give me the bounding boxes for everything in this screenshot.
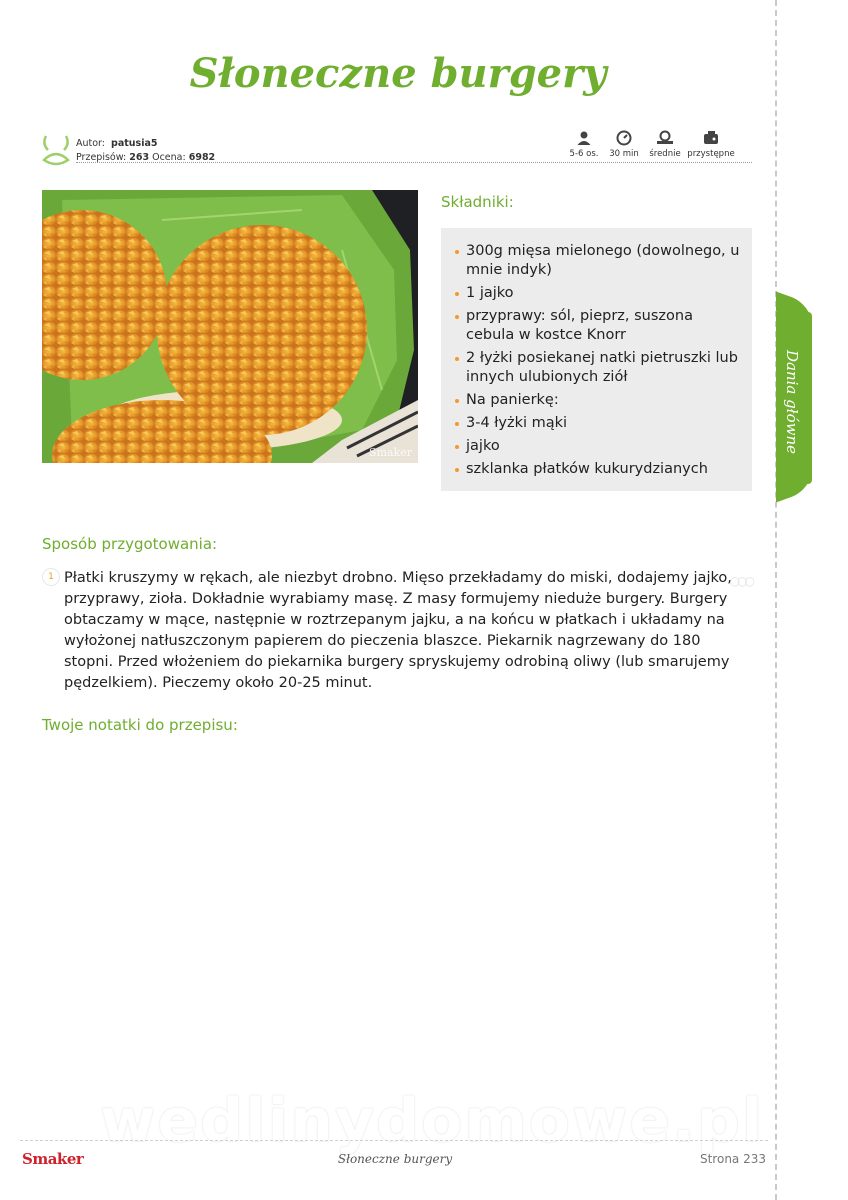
ingredients-heading: Składniki: (441, 193, 514, 211)
chef-hat-icon (656, 130, 674, 146)
author-name[interactable]: patusia5 (111, 138, 158, 149)
ingredient-item: Na panierkę: (455, 391, 740, 410)
step-divider-decoration: ○○○ (729, 574, 752, 588)
ingredient-item: jajko (455, 437, 740, 456)
smaker-logo: Smaker (22, 1150, 84, 1168)
recipe-title: Słoneczne burgery (189, 50, 607, 97)
person-icon (576, 130, 592, 146)
recipe-photo (42, 190, 418, 463)
meta-cost (681, 130, 741, 159)
step-text: Płatki kruszymy w rękach, ale niezbyt drobno. Mięso przekładamy do miski, dodajemy jajko, przyprawy, zioła. Dokładnie wyrabiamy masę. Z masy formujemy nieduże burgery. Burgery obtaczamy w mące, następnie w roztrzepanym jajku, a na końcu w płatkach i układamy na wyłożonej natłuszczonym papierem do pieczenia blaszce. Piekarnik nagrzewany do 180 stopni. Przed włożeniem do piekarnika burgery spryskujemy odrobiną oliwy (lub smarujemy pędzelkiem). Pieczemy około 20-25 minut. (64, 570, 732, 691)
photo-watermark: Smaker (369, 446, 412, 459)
footer-recipe-title: Słoneczne burgery (337, 1152, 453, 1166)
ingredient-item: przyprawy: sól, pieprz, suszona cebula w kostce Knorr (455, 307, 740, 345)
category-tab[interactable] (776, 312, 812, 484)
notes-heading: Twoje notatki do przepisu: (42, 716, 238, 734)
page-cut-line (775, 0, 777, 1200)
author-avatar-icon (40, 132, 72, 168)
category-tab-label: Dania główne (783, 350, 801, 455)
recipes-label: Przepisów: (76, 152, 127, 163)
ingredient-item: 2 łyżki posiekanej natki pietruszki lub innych ulubionych ziół (455, 349, 740, 387)
author-divider (76, 162, 752, 163)
recipes-count: 263 (129, 152, 150, 163)
step-number: 1 (42, 568, 60, 586)
page-number: Strona 233 (699, 1152, 766, 1166)
ingredients-box (441, 228, 752, 491)
ingredient-item: 1 jajko (455, 284, 740, 303)
ingredient-item: 3-4 łyżki mąki (455, 414, 740, 433)
author-label: Autor: (76, 138, 105, 149)
rating-label: Ocena: (152, 152, 186, 163)
site-watermark: wedlinydomowe.pl (100, 1086, 765, 1156)
wallet-icon (703, 130, 719, 146)
rating-value: 6982 (188, 152, 216, 163)
meta-cost-label: przystępne (687, 149, 735, 159)
meta-difficulty-label: średnie (649, 149, 681, 159)
preparation-heading: Sposób przygotowania: (42, 535, 218, 553)
clock-icon (616, 130, 632, 146)
ingredient-item: szklanka płatków kukurydzianych (455, 460, 740, 479)
footer-divider (20, 1140, 768, 1141)
meta-time-label: 30 min (609, 149, 639, 159)
author-info (76, 137, 215, 165)
meta-servings-label: 5-6 os. (569, 149, 599, 159)
ingredient-item: 300g mięsa mielonego (dowolnego, u mnie indyk) (455, 242, 740, 280)
preparation-step (42, 568, 752, 694)
